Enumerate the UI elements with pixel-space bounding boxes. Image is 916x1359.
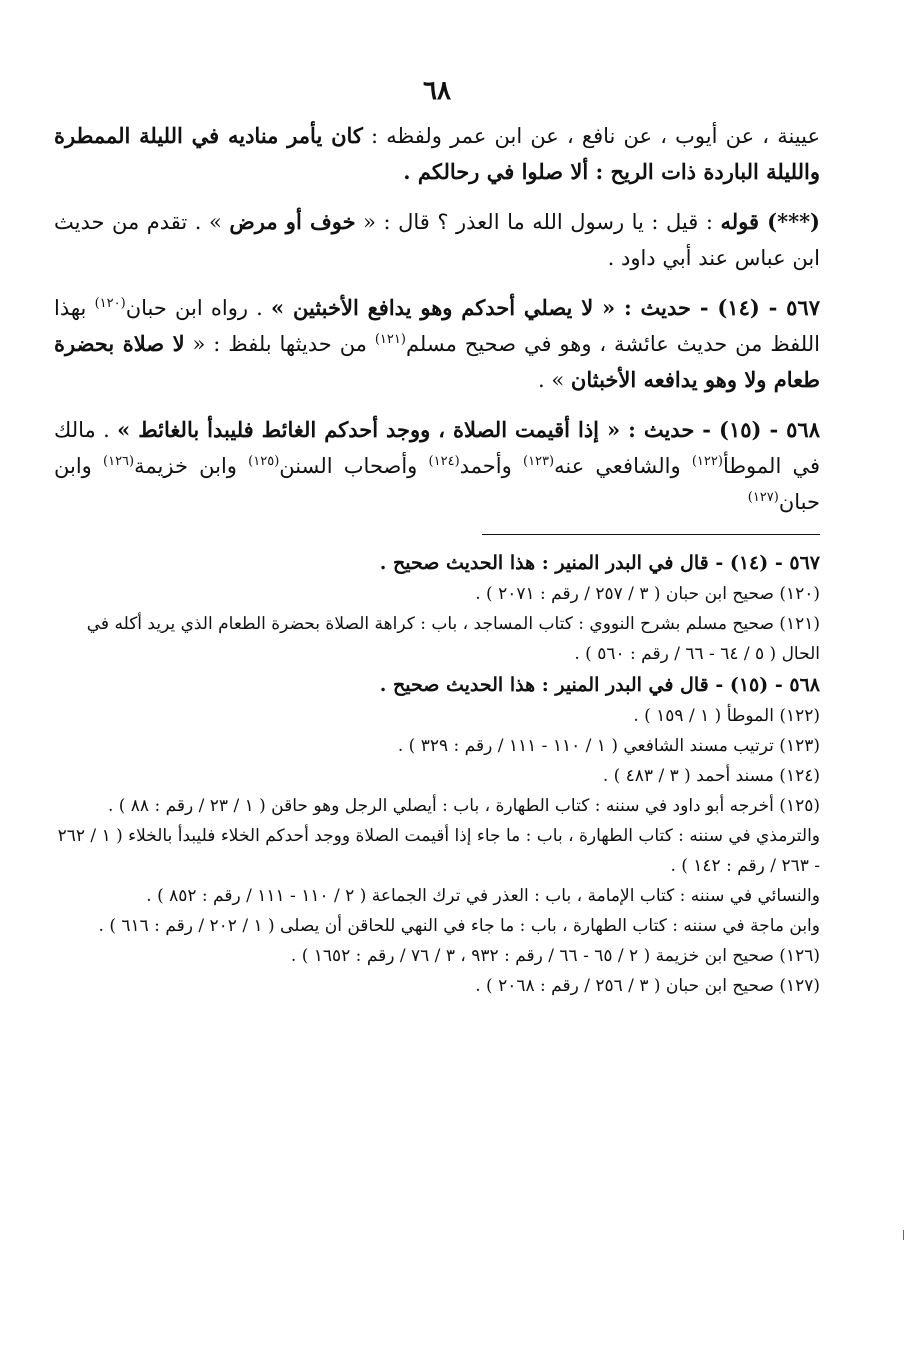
footnote-ref-122[interactable]: (١٢٢) bbox=[691, 454, 723, 469]
footnote-heading-567: ٥٦٧ - (١٤) - قال في البدر المنير : هذا الحديث صحيح . bbox=[379, 552, 820, 574]
hadith-567-heading: ٥٦٧ - (١٤) - حديث : « لا يصلي أحدكم وهو يدافع الأخبثين » bbox=[271, 295, 820, 320]
p2-quote: خوف أو مرض bbox=[229, 209, 356, 234]
paragraph-1 bbox=[54, 118, 820, 190]
footnote-ref-124[interactable]: (١٢٤) bbox=[428, 454, 460, 469]
paragraph-2 bbox=[54, 204, 820, 276]
footnote-121: (١٢١) صحيح مسلم بشرح النووي : كتاب المساجد ، باب : كراهة الصلاة بحضرة الطعام الذي يريد أكله في الحال ( ٥ / ٦٤ - ٦٦ / رقم : ٥٦٠ ) . bbox=[86, 614, 820, 664]
footnote-122: (١٢٢) الموطأ ( ١ / ١٥٩ ) . bbox=[633, 706, 820, 726]
footnote-124: (١٢٤) مسند أحمد ( ٣ / ٤٨٣ ) . bbox=[602, 766, 820, 786]
footnote-ref-123[interactable]: (١٢٣) bbox=[522, 454, 555, 469]
footnote-ref-121[interactable]: (١٢١) bbox=[374, 332, 406, 347]
footnote-ref-127[interactable]: (١٢٧) bbox=[747, 490, 779, 505]
p4-text-3: وأحمد bbox=[459, 454, 523, 478]
footnote-125: (١٢٥) أخرجه أبو داود في سننه : كتاب الطهارة ، باب : أيصلي الرجل وهو حاقن ( ١ / ٢٣ / رقم : ٨٨ ) . bbox=[107, 796, 820, 816]
p1-intro: عيينة ، عن أيوب ، عن نافع ، عن ابن عمر ولفظه : bbox=[362, 124, 820, 148]
book-page bbox=[54, 74, 820, 1001]
footnote-120: (١٢٠) صحيح ابن حبان ( ٣ / ٢٥٧ / رقم : ٢٠٧١ ) . bbox=[475, 584, 820, 604]
footnote-123: (١٢٣) ترتيب مسند الشافعي ( ١ / ١١٠ - ١١١ / رقم : ٣٢٩ ) . bbox=[397, 736, 820, 756]
p4-text-2: والشافعي عنه bbox=[554, 454, 692, 478]
p2-text-2: » . تقدم من حديث ابن عباس عند أبي داود . bbox=[54, 210, 820, 270]
footnote-125-ibn-majah: وابن ماجة في سننه : كتاب الطهارة ، باب : ما جاء في النهي للحاقن أن يصلى ( ١ / ٢٠٢ / رقم : ٦١٦ ) . bbox=[98, 916, 820, 936]
paragraph-567 bbox=[54, 290, 820, 398]
footnote-heading-568: ٥٦٨ - (١٥) - قال في البدر المنير : هذا الحديث صحيح . bbox=[379, 674, 820, 696]
footnote-125-nasai: والنسائي في سننه : كتاب الإمامة ، باب : العذر في ترك الجماعة ( ٢ / ١١٠ - ١١١ / رقم : ٨٥٢ ) . bbox=[146, 886, 820, 906]
page-number: ٦٨ bbox=[423, 76, 451, 106]
p3-text-2: بهذا اللفظ من حديث عائشة ، وهو في صحيح مسلم bbox=[54, 296, 820, 356]
p3-text-3: من حديثها بلفظ : « bbox=[184, 332, 375, 356]
p2-label: (***) قوله bbox=[720, 209, 820, 234]
p1-hadith-text: كان يأمر مناديه في الليلة الممطرة والليلة الباردة ذات الريح : ألا صلوا في رحالكم . bbox=[54, 123, 820, 184]
p4-text-5: وابن خزيمة bbox=[134, 454, 249, 478]
hadith-568-heading: ٥٦٨ - (١٥) - حديث : « إذا أقيمت الصلاة ، ووجد أحدكم الغائط فليبدأ بالغائط » bbox=[117, 417, 820, 442]
p3-quote: لا صلاة بحضرة طعام ولا وهو يدافعه الأخبثان bbox=[54, 331, 820, 392]
p2-text-1: : قيل : يا رسول الله ما العذر ؟ قال : « bbox=[355, 210, 721, 234]
footnote-ref-120[interactable]: (١٢٠) bbox=[94, 296, 126, 311]
scan-edge-mark bbox=[903, 1230, 904, 1240]
main-text bbox=[54, 118, 820, 520]
footnote-divider bbox=[482, 534, 820, 535]
p3-text-4: » . bbox=[538, 368, 571, 392]
footnote-ref-126[interactable]: (١٢٦) bbox=[103, 454, 135, 469]
footnote-126: (١٢٦) صحيح ابن خزيمة ( ٢ / ٦٥ - ٦٦ / رقم : ٩٣٢ ، ٣ / ٧٦ / رقم : ١٦٥٢ ) . bbox=[290, 946, 820, 966]
p4-text-6: وابن حبان bbox=[54, 454, 820, 514]
footnote-127: (١٢٧) صحيح ابن حبان ( ٣ / ٢٥٦ / رقم : ٢٠٦٨ ) . bbox=[475, 976, 820, 996]
paragraph-568 bbox=[54, 412, 820, 520]
footnote-ref-125[interactable]: (١٢٥) bbox=[248, 454, 280, 469]
p4-text-1: . مالك في الموطأ bbox=[54, 418, 821, 478]
p4-text-4: وأصحاب السنن bbox=[279, 454, 429, 478]
p3-text-1: . رواه ابن حبان bbox=[125, 296, 272, 320]
footnotes-section bbox=[54, 547, 820, 1001]
footnote-125-tirmidhi: والترمذي في سننه : كتاب الطهارة ، باب : ما جاء إذا أقيمت الصلاة ووجد أحدكم الخلاء فليبدأ بالخلاء ( ١ / ٢٦٢ - ٢٦٣ / رقم : ١٤٢ ) . bbox=[57, 826, 820, 876]
